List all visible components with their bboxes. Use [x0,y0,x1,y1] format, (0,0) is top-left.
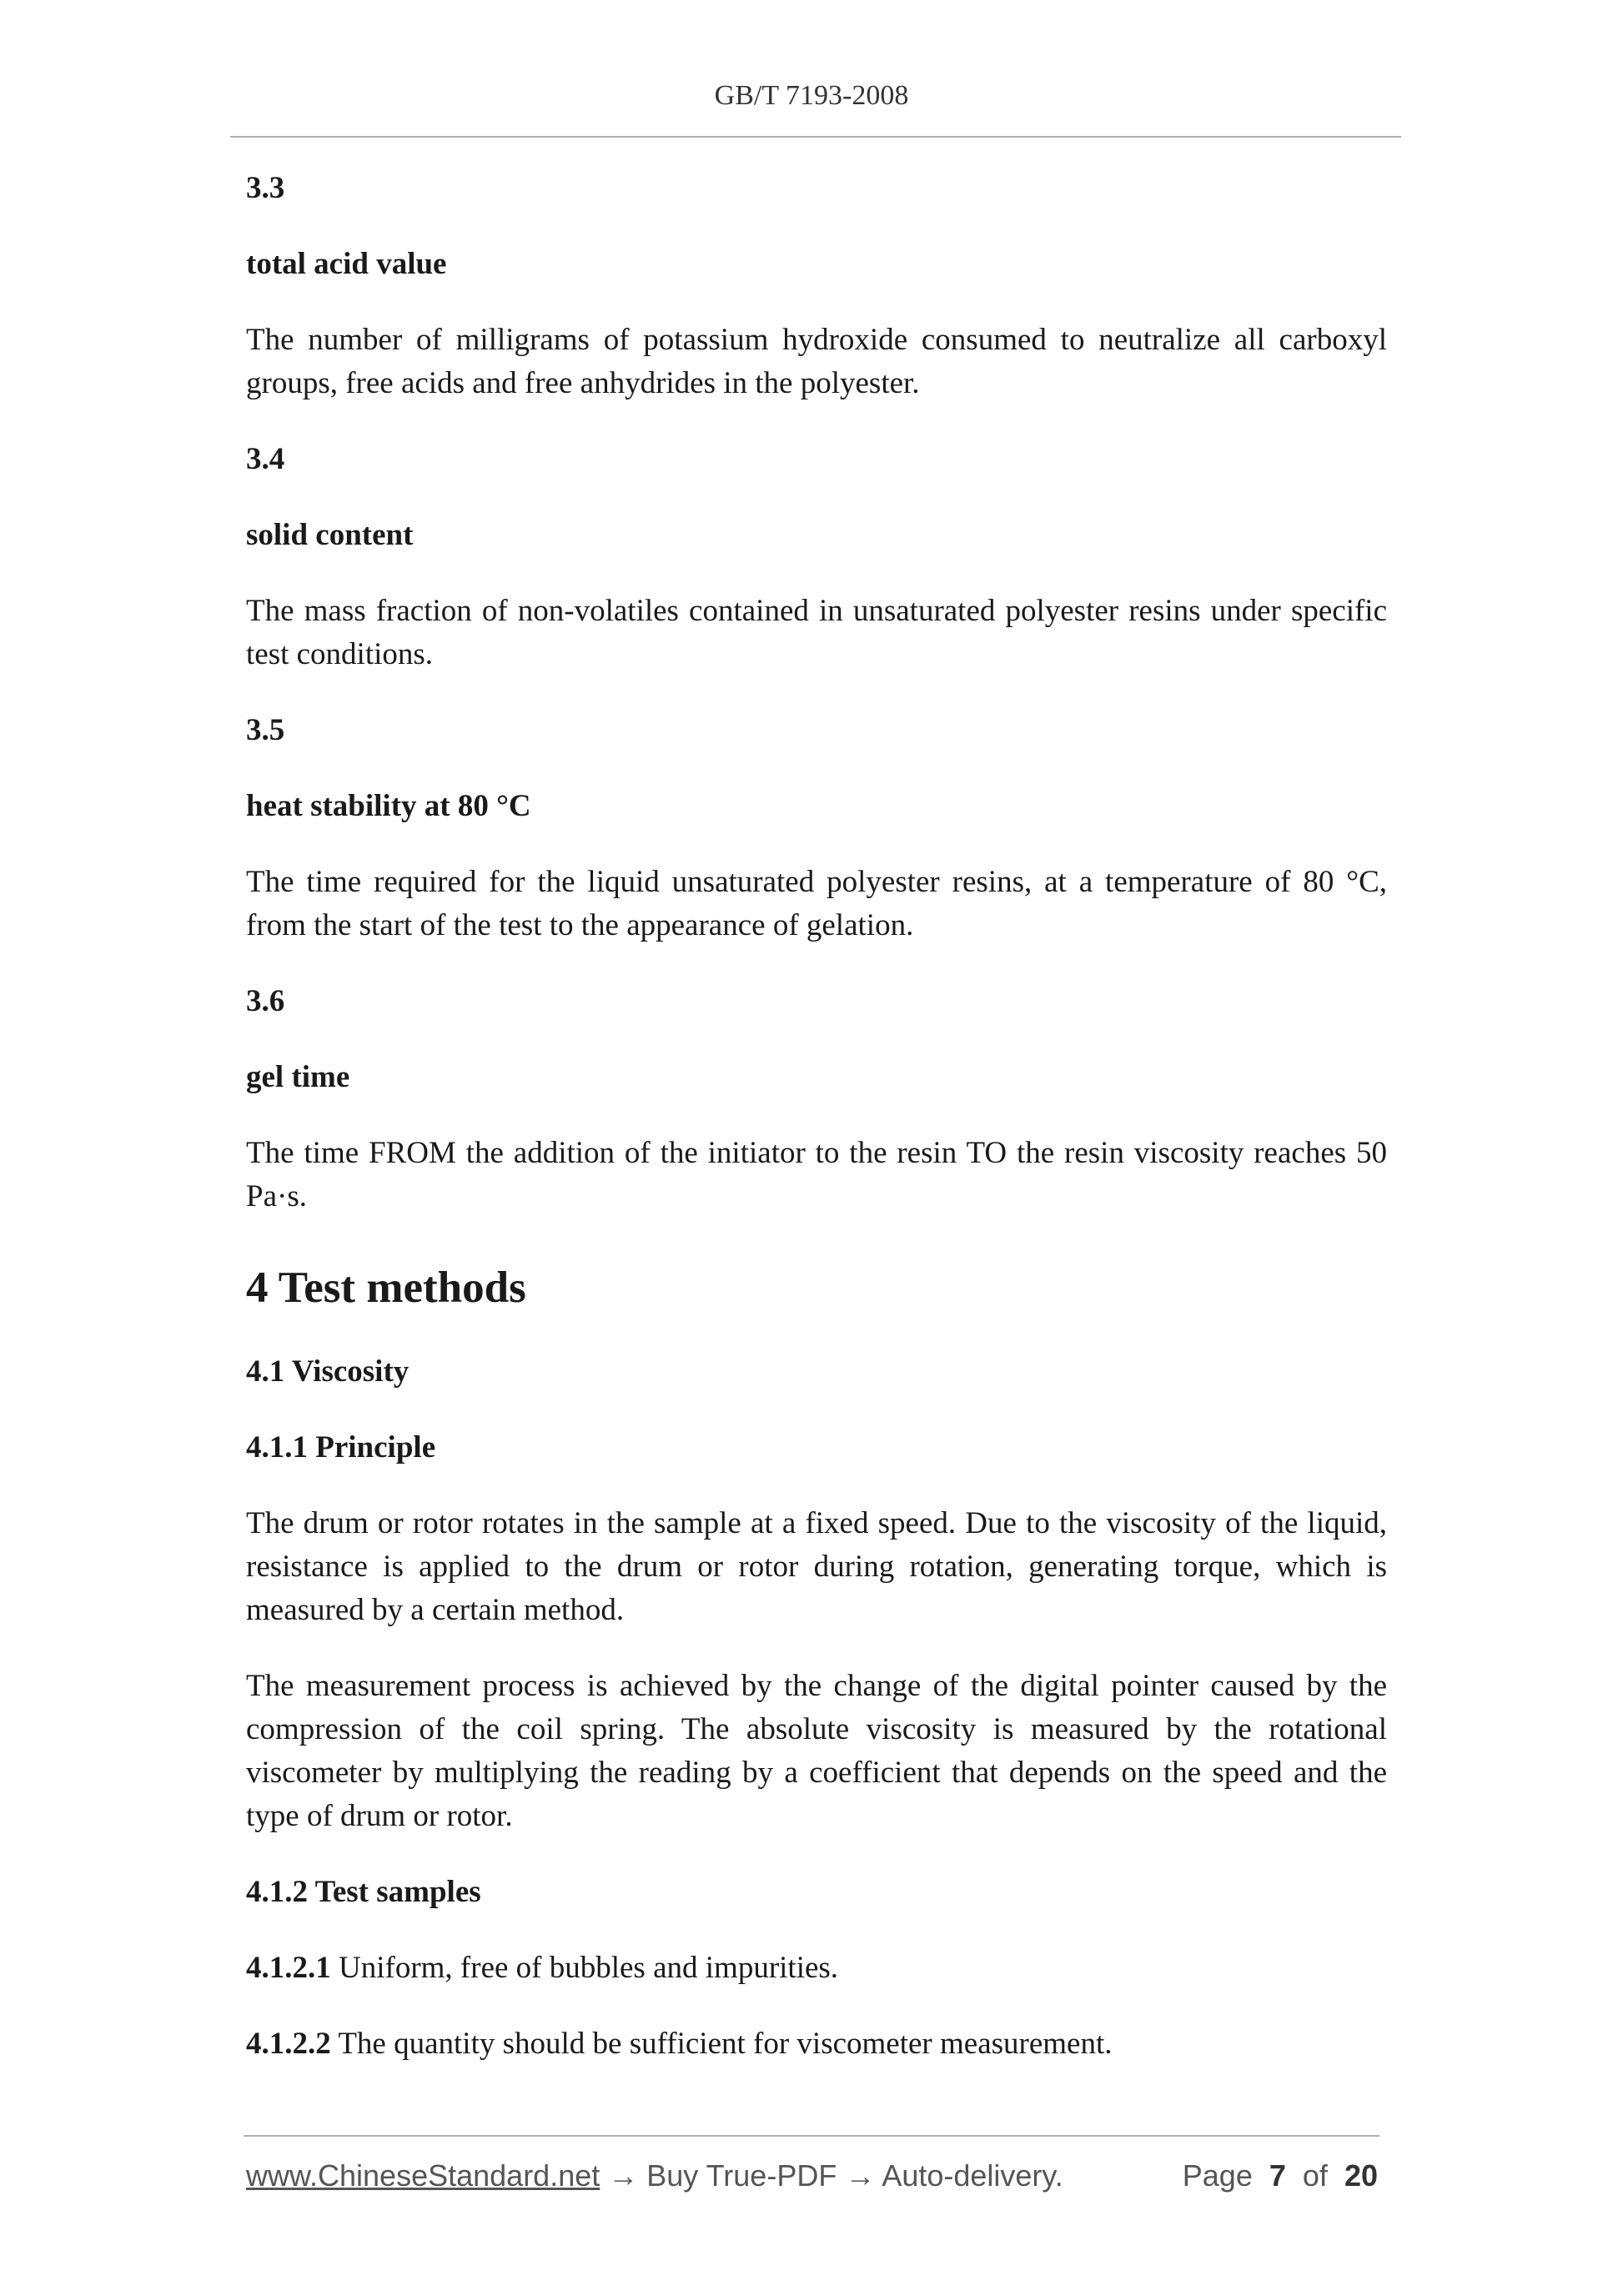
paragraph: The measurement process is achieved by the change of the digital pointer caused by the compression of the coil spring. The absolute viscosity is measured by the rotational viscometer by multiplying the reading by a coefficient that depends on the speed and the type of drum or rotor. [246,1669,1387,1833]
term-definition: The number of milligrams of potassium hydroxide consumed to neutralize all carboxyl groups, free acids and free anhydrides in the polyester. [246,323,1387,400]
subsection-heading: 4.1.1 Principle [246,1430,436,1465]
term-name: gel time [246,1060,350,1094]
term-number: 3.3 [246,171,285,205]
term-entry [246,980,1387,1218]
paragraph: The drum or rotor rotates in the sample at a fixed speed. Due to the viscosity of the liquid, resistance is applied to the drum or rotor during rotation, generating torque, which is measured by a certain method. [246,1506,1387,1627]
clause-number: 4.1.2.2 [246,2027,331,2061]
page-header-title: GB/T 7193-2008 [714,80,909,111]
page-total: 20 [1344,2158,1378,2193]
page-current: 7 [1269,2158,1286,2193]
term-name: total acid value [246,247,447,281]
term-name: heat stability at 80 °C [246,789,531,823]
subsection-heading: 4.1 Viscosity [246,1354,410,1389]
term-definition: The time required for the liquid unsaturated polyester resins, at a temperature of 80 °C, from the start of the test to the appearance of gelation. [246,865,1387,942]
term-definition: The time FROM the addition of the initiator to the resin TO the resin viscosity reaches 50 Pa·s. [246,1136,1387,1213]
subsection-heading: 4.1.2 Test samples [246,1875,481,1909]
footer-website-link[interactable]: www.ChineseStandard.net [246,2158,600,2193]
section-heading: 4 Test methods [246,1264,526,1312]
clause-text: The quantity should be sufficient for viscometer measurement. [330,2027,1113,2061]
term-name: solid content [246,518,414,552]
term-entry [246,438,1387,676]
term-entry [246,167,1387,405]
term-definition: The mass fraction of non-volatiles contained in unsaturated polyester resins under specific test conditions. [246,594,1387,671]
footer-promo [246,2158,1063,2193]
footer-divider [244,2135,1379,2137]
term-number: 3.6 [246,984,285,1018]
term-number: 3.4 [246,442,285,476]
footer-promo-text: → Buy True-PDF → Auto-delivery. [600,2158,1063,2193]
header-divider [230,136,1401,138]
clause-paragraph [246,1947,1387,1990]
clause-paragraph [246,2022,1387,2066]
term-entry [246,709,1387,947]
term-number: 3.5 [246,713,285,747]
clause-number: 4.1.2.1 [246,1951,331,1985]
clause-text: Uniform, free of bubbles and impurities. [330,1951,839,1985]
page-number: Page 7 of 20 [1182,2158,1378,2193]
document-body [246,167,1387,2066]
